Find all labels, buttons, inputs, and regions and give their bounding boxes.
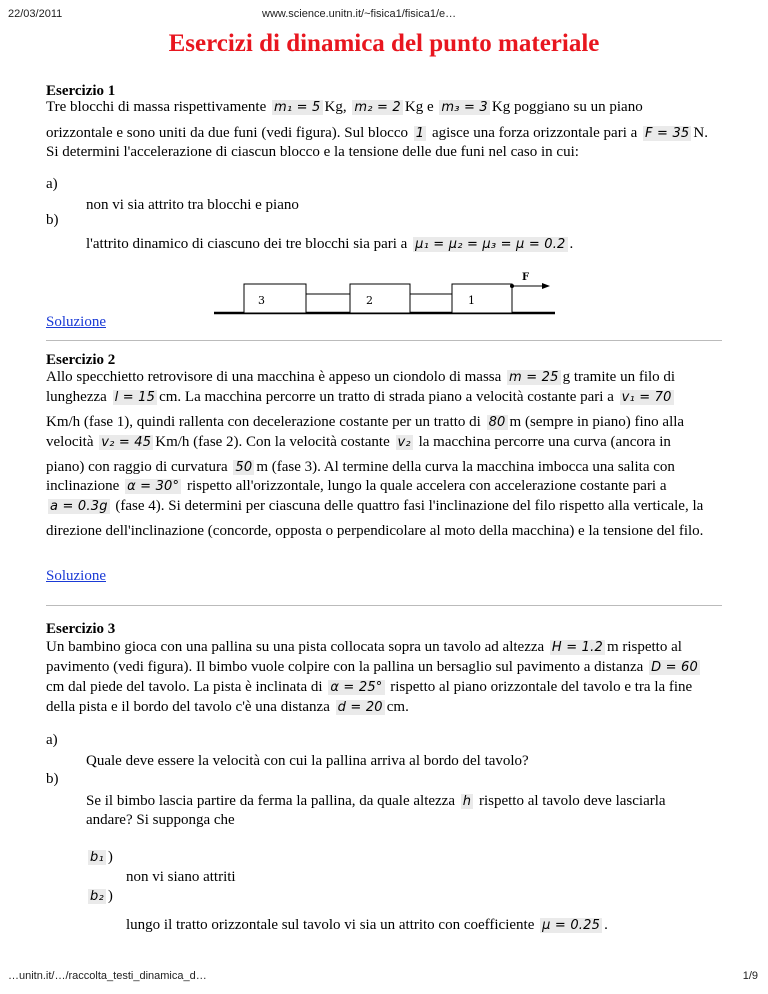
- math-force: F = 35: [645, 126, 690, 141]
- math-alpha: α = 30°: [127, 479, 180, 494]
- exercise-2-title: Esercizio 2: [46, 352, 116, 368]
- math-mass: m = 25: [509, 370, 559, 385]
- math-radius: 50: [235, 460, 253, 475]
- blocks-figure: [210, 268, 560, 320]
- print-url: www.science.unitn.it/~fisica1/fisica1/e…: [262, 8, 457, 20]
- force-label: F: [522, 272, 530, 283]
- math-h: h: [462, 794, 472, 809]
- exercise-1-solution-link[interactable]: Soluzione: [46, 314, 106, 330]
- math-mu: μ₁ = μ₂ = μ₃ = μ = 0.2: [415, 237, 566, 252]
- exercise-1-line-1: Tre blocchi di massa rispettivamente m₁ = 5 Kg, m₂ = 2 Kg e m₃ = 3 Kg poggiano su un piano: [46, 99, 643, 115]
- exercise-2-line-4: velocità v₂ = 45 Km/h (fase 2). Con la velocità costante v₂ la macchina percorre una curva (ancora in: [46, 434, 671, 450]
- math-m1: m₁ = 5: [273, 100, 321, 115]
- math-distance: 80: [488, 415, 506, 430]
- math-length: l = 15: [114, 390, 156, 405]
- block-2: [350, 284, 410, 313]
- exercise-2-line-8: direzione dell'inclinazione (concorde, opposta o perpendicolare al moto della macchina) e la tensione del filo.: [46, 523, 704, 539]
- ex1-case-a-label: a): [46, 176, 58, 192]
- exercise-3-line-2: pavimento (vedi figura). Il bimbo vuole colpire con la pallina un bersaglio sul pavimento a distanza D = 60: [46, 659, 698, 675]
- exercise-2-line-7: a = 0.3g (fase 4). Si determini per ciascuna delle quattro fasi l'inclinazione del filo rispetto alla verticale, la: [50, 498, 704, 514]
- exercise-2-line-1: Allo specchietto retrovisore di una macchina è appeso un ciondolo di massa m = 25 g tramite un filo di: [46, 369, 676, 385]
- exercise-2-line-6: inclinazione α = 30° rispetto all'orizzontale, lungo la quale accelera con accelerazione costante pari a: [46, 478, 667, 494]
- math-acceleration: a = 0.3g: [50, 499, 108, 514]
- exercise-2-line-5: piano) con raggio di curvatura 50 m (fase 3). Al termine della curva la macchina imbocca una salita con: [46, 459, 675, 475]
- exercise-3-line-1: Un bambino gioca con una pallina su una pista collocata sopra un tavolo ad altezza H = 1.2 m rispetto al: [46, 639, 682, 655]
- block-2-label: 2: [366, 294, 373, 307]
- math-v2-ref: v₂: [397, 435, 411, 450]
- ex3-case-b-text-2: andare? Si supponga che: [86, 812, 235, 828]
- ex3-case-b-label: b): [46, 771, 59, 787]
- ex3-case-a-label: a): [46, 732, 58, 748]
- ex3-case-b2-text: lungo il tratto orizzontale sul tavolo vi sia un attrito con coefficiente μ = 0.25 .: [126, 917, 608, 933]
- ex1-case-b-label: b): [46, 212, 59, 228]
- ex3-case-b2-label: b₂ ): [90, 888, 113, 904]
- print-date: 22/03/2011: [8, 8, 63, 20]
- math-v1: v₁ = 70: [621, 390, 672, 405]
- ex1-case-a-text: non vi sia attrito tra blocchi e piano: [86, 197, 299, 213]
- math-m3: m₃ = 3: [441, 100, 488, 115]
- block-1-label: 1: [468, 294, 475, 307]
- divider: [46, 340, 722, 341]
- ex3-case-a-text: Quale deve essere la velocità con cui la pallina arriva al bordo del tavolo?: [86, 753, 529, 769]
- math-block-1: 1: [415, 126, 425, 141]
- math-alpha-25: α = 25°: [330, 680, 383, 695]
- exercise-3-line-3: cm dal piede del tavolo. La pista è inclinata di α = 25° rispetto al piano orizzontale del tavolo e tra la fine: [46, 679, 693, 695]
- divider: [46, 605, 722, 606]
- math-mu-025: μ = 0.25: [542, 918, 601, 933]
- exercise-3-title: Esercizio 3: [46, 621, 116, 637]
- math-distance-d: d = 20: [337, 700, 383, 715]
- block-3: [244, 284, 306, 313]
- exercise-2-line-3: Km/h (fase 1), quindi rallenta con decelerazione costante per un tratto di 80 m (sempre in piano) fino alla: [46, 414, 685, 430]
- math-m2: m₂ = 2: [354, 100, 401, 115]
- exercise-2-solution-link[interactable]: Soluzione: [46, 568, 106, 584]
- page-title: Esercizi di dinamica del punto materiale: [168, 30, 600, 57]
- force-arrowhead-icon: [542, 283, 550, 289]
- math-distance-D: D = 60: [651, 660, 698, 675]
- ex3-case-b1-text: non vi siano attriti: [126, 869, 236, 885]
- exercise-1-title: Esercizio 1: [46, 83, 116, 99]
- ex1-case-b-text: l'attrito dinamico di ciascuno dei tre blocchi sia pari a μ₁ = μ₂ = μ₃ = μ = 0.2 .: [86, 236, 574, 252]
- ex3-case-b-text-1: Se il bimbo lascia partire da ferma la pallina, da quale altezza h rispetto al tavolo deve lasciarla: [86, 793, 666, 809]
- math-height: H = 1.2: [551, 640, 603, 655]
- math-v2: v₂ = 45: [101, 435, 152, 450]
- ex3-case-b1-label: b₁ ): [90, 849, 113, 865]
- page-number: 1/9: [742, 970, 758, 982]
- exercise-2-line-2: lunghezza l = 15 cm. La macchina percorre un tratto di strada piano a velocità costante pari a v₁ = 70: [46, 389, 672, 405]
- exercise-1-line-3: Si determini l'accelerazione di ciascun blocco e la tensione delle due funi nel caso in cui:: [46, 144, 579, 160]
- footer-path: …unitn.it/…/raccolta_testi_dinamica_d…: [8, 970, 207, 982]
- exercise-3-line-4: della pista e il bordo del tavolo c'è una distanza d = 20 cm.: [46, 699, 409, 715]
- block-3-label: 3: [258, 294, 265, 307]
- exercise-1-line-2: orizzontale e sono uniti da due funi (vedi figura). Sul blocco 1 agisce una forza orizzontale pari a F = 35 N.: [46, 125, 709, 141]
- block-1: [452, 284, 512, 313]
